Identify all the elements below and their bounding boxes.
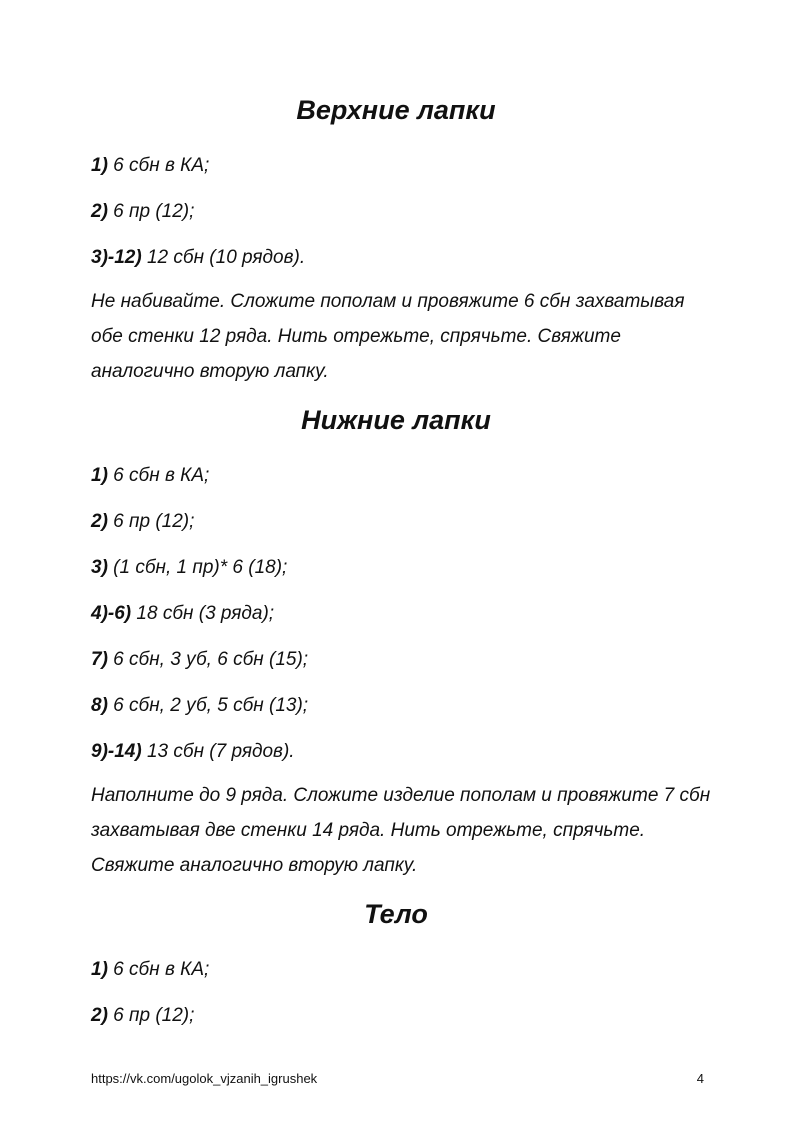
list-item xyxy=(91,245,305,271)
row-text: 6 пр (12); xyxy=(107,201,195,222)
list-item xyxy=(91,739,295,765)
section-title-body: Тело xyxy=(364,899,428,929)
instruction-paragraph: Наполните до 9 ряда. Сложите изделие пополам и провяжите 7 сбн захватывая две стенки 14 ряда. Нить отрежьте, спрячьте. Свяжите аналогично вторую лапку. xyxy=(91,785,711,876)
row-text: 6 сбн, 2 уб, 5 сбн (13); xyxy=(107,695,309,716)
list-item xyxy=(91,693,308,719)
row-text: 6 сбн в КА; xyxy=(107,959,210,980)
page-number: 4 xyxy=(696,1071,704,1086)
row-text: 6 сбн в КА; xyxy=(107,155,210,176)
row-number: 1) xyxy=(91,959,108,980)
row-number: 9)-14) xyxy=(91,741,142,762)
row-text: 6 пр (12); xyxy=(107,511,195,532)
list-item xyxy=(91,1003,194,1029)
row-text: (1 сбн, 1 пр)* 6 (18); xyxy=(107,557,288,578)
list-item xyxy=(91,555,287,581)
row-text: 6 пр (12); xyxy=(107,1005,195,1026)
footer-link[interactable]: https://vk.com/ugolok_vjzanih_igrushek xyxy=(91,1071,318,1086)
instruction-paragraph: Не набивайте. Сложите пополам и провяжите 6 сбн захватывая обе стенки 12 ряда. Нить отрежьте, спрячьте. Свяжите аналогично вторую лапку. xyxy=(91,291,685,382)
row-number: 1) xyxy=(91,155,108,176)
row-number: 3)-12) xyxy=(91,247,142,268)
row-text: 6 сбн в КА; xyxy=(107,465,210,486)
row-number: 2) xyxy=(91,511,108,532)
row-number: 2) xyxy=(91,201,108,222)
list-item xyxy=(91,199,194,225)
section-title-lower-paws: Нижние лапки xyxy=(301,405,491,435)
list-item xyxy=(91,153,209,179)
row-number: 3) xyxy=(91,557,108,578)
row-text: 13 сбн (7 рядов). xyxy=(141,741,295,762)
row-number: 8) xyxy=(91,695,108,716)
list-item xyxy=(91,957,209,983)
row-text: 12 сбн (10 рядов). xyxy=(141,247,306,268)
row-number: 4)-6) xyxy=(91,603,132,624)
row-text: 18 сбн (3 ряда); xyxy=(131,603,275,624)
list-item xyxy=(91,463,209,489)
row-text: 6 сбн, 3 уб, 6 сбн (15); xyxy=(107,649,309,670)
row-number: 7) xyxy=(91,649,108,670)
list-item xyxy=(91,601,274,627)
list-item xyxy=(91,509,194,535)
section-title-upper-paws: Верхние лапки xyxy=(296,95,496,125)
row-number: 1) xyxy=(91,465,108,486)
row-number: 2) xyxy=(91,1005,108,1026)
list-item xyxy=(91,647,308,673)
